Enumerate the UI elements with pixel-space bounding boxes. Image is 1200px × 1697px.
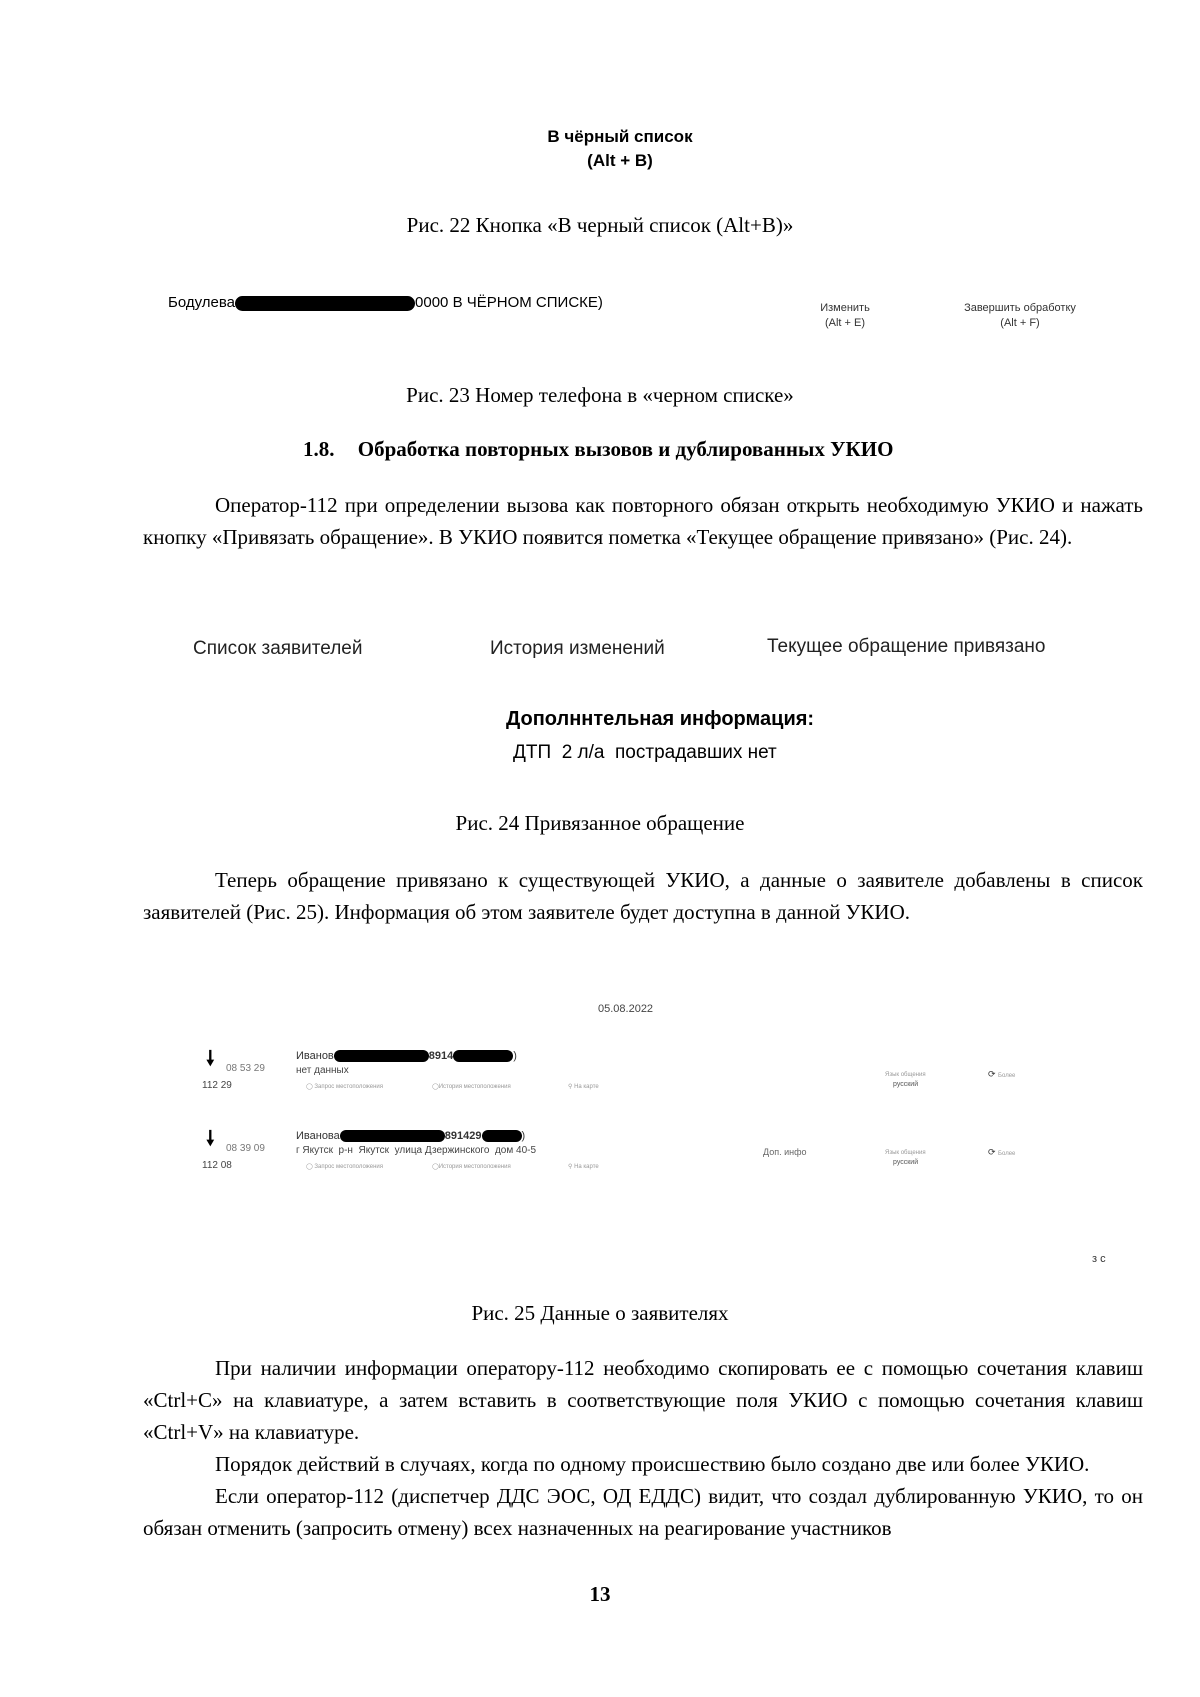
paragraph-5-text: Если оператор-112 (диспетчер ДДС ЭОС, ОД ЕДДС) видит, что создал дублированную УКИО, то он обязан отменить (запросить отмену) всех назначенных на реагирование участников <box>143 1484 1143 1540</box>
finish-button-label: Завершить обработку <box>964 302 1076 314</box>
blacklist-button-label: В чёрный список <box>547 127 693 146</box>
redaction-bar <box>340 1130 445 1142</box>
on-map-link[interactable] <box>568 1083 599 1090</box>
section-heading <box>303 437 893 462</box>
section-title: Обработка повторных вызовов и дублированных УКИО <box>357 437 894 461</box>
language-value: русский <box>893 1159 919 1166</box>
linked-request-status: Текущее обращение привязано <box>767 636 1046 657</box>
request-location-link[interactable] <box>306 1083 383 1090</box>
on-map-label: На карте <box>574 1164 599 1170</box>
caller-name: Бодулева <box>168 294 236 311</box>
location-icon: ◯ <box>306 1084 315 1090</box>
figure-22-caption: Рис. 22 Кнопка «В черный список (Alt+B)» <box>406 213 794 237</box>
paragraph-1-text: Оператор-112 при определении вызова как повторного обязан открыть необходимую УКИО и нажать кнопку «Привязать обращение». В УКИО появится пометка «Текущее обращение привязано» (Рис. 24). <box>143 493 1143 549</box>
more-label: Более <box>998 1073 1016 1079</box>
additional-info-text: ДТП 2 л/а пострадавших нет <box>513 742 777 763</box>
tab-change-history[interactable]: История изменений <box>490 638 665 659</box>
edit-button[interactable] <box>795 301 895 331</box>
request-location-link[interactable] <box>306 1163 383 1170</box>
page-number: 13 <box>589 1582 611 1606</box>
incoming-call-icon: 🠗 <box>206 1048 215 1070</box>
location-history-label: История местоположения <box>438 1084 511 1090</box>
applicant-row[interactable] <box>200 1045 1060 1105</box>
on-map-link[interactable] <box>568 1163 599 1170</box>
map-pin-icon: ⚲ <box>568 1164 575 1170</box>
applicant-address: нет данных <box>296 1065 349 1076</box>
redaction-bar <box>482 1130 522 1142</box>
paragraph-2-text: Теперь обращение привязано к существующей УКИО, а данные о заявителе добавлены в список заявителей (Рис. 25). Информация об этом заявителе будет доступна в данной УКИО. <box>143 868 1143 924</box>
more-label: Более <box>998 1151 1016 1157</box>
applicant-row[interactable] <box>200 1125 1060 1185</box>
applicant-name-line: Иванова 891429 ) <box>296 1130 526 1142</box>
refresh-icon: ⟳ <box>988 1147 999 1157</box>
redaction-bar <box>334 1050 429 1062</box>
paragraph-3-text: При наличии информации оператору-112 необходимо скопировать ее с помощью сочетания клавиш «Ctrl+C» на клавиатуре, а затем вставить в соответствующие поля УКИО с помощью сочетания клавиш «Ctrl+V» на клавиатуре. <box>143 1356 1143 1444</box>
request-location-label: Запрос местоположения <box>314 1164 383 1170</box>
edit-button-shortcut: (Alt + E) <box>824 317 866 329</box>
applicant-name: Иванов <box>296 1050 334 1062</box>
language-label: Язык общения <box>885 1072 926 1078</box>
redaction-bar <box>235 296 415 311</box>
incoming-call-icon: 🠗 <box>206 1128 215 1150</box>
call-time: 08 53 29 <box>226 1063 265 1074</box>
blacklist-status: 0000 В ЧЁРНОМ СПИСКЕ) <box>415 294 603 311</box>
history-icon: ◯ <box>432 1164 439 1170</box>
location-history-label: История местоположения <box>438 1164 511 1170</box>
location-history-link[interactable] <box>432 1083 511 1090</box>
call-code: 112 08 <box>202 1160 232 1171</box>
applicants-date: 05.08.2022 <box>598 1003 654 1015</box>
redaction-bar <box>453 1050 513 1062</box>
corner-mark: з с <box>1092 1253 1106 1265</box>
refresh-icon: ⟳ <box>988 1069 999 1079</box>
applicant-address: г Якутск р-н Якутск улица Дзержинского дом 40-5 <box>296 1145 537 1156</box>
call-code: 112 29 <box>202 1080 232 1091</box>
caller-blacklist-line <box>168 294 603 311</box>
paragraph-3 <box>143 1352 1143 1544</box>
more-button[interactable] <box>988 1147 1015 1158</box>
map-pin-icon: ⚲ <box>568 1084 575 1090</box>
more-button[interactable] <box>988 1069 1015 1080</box>
paragraph-4-text: Порядок действий в случаях, когда по одному происшествию было создано две или более УКИО. <box>215 1452 1090 1476</box>
tab-applicant-list[interactable]: Список заявителей <box>193 638 363 659</box>
blacklist-button[interactable] <box>520 125 720 173</box>
history-icon: ◯ <box>432 1084 439 1090</box>
applicant-name-line: Иванов 8914 ) <box>296 1050 517 1062</box>
figure-24-caption: Рис. 24 Привязанное обращение <box>455 811 745 835</box>
section-number: 1.8. <box>303 437 335 461</box>
call-time: 08 39 09 <box>226 1143 265 1154</box>
blacklist-button-shortcut: (Alt + B) <box>587 151 653 170</box>
finish-button-shortcut: (Alt + F) <box>1000 317 1040 329</box>
extra-info-label[interactable]: Доп. инфо <box>763 1147 807 1157</box>
edit-button-label: Изменить <box>820 302 870 314</box>
figure-23-caption: Рис. 23 Номер телефона в «черном списке» <box>406 383 794 407</box>
applicant-phone: 891429 <box>444 1130 482 1142</box>
language-label: Язык общения <box>885 1150 926 1156</box>
language-value: русский <box>893 1081 919 1088</box>
figure-25-caption: Рис. 25 Данные о заявителях <box>471 1301 729 1325</box>
request-location-label: Запрос местоположения <box>314 1084 383 1090</box>
paragraph-1 <box>143 489 1143 553</box>
location-icon: ◯ <box>306 1164 315 1170</box>
applicant-phone: 8914 <box>428 1050 454 1062</box>
additional-info-title: Дополннтельная информация: <box>506 708 815 730</box>
on-map-label: На карте <box>574 1084 599 1090</box>
applicant-name: Иванова <box>296 1130 340 1142</box>
paragraph-2 <box>143 864 1143 928</box>
finish-processing-button[interactable] <box>930 301 1110 331</box>
location-history-link[interactable] <box>432 1163 511 1170</box>
